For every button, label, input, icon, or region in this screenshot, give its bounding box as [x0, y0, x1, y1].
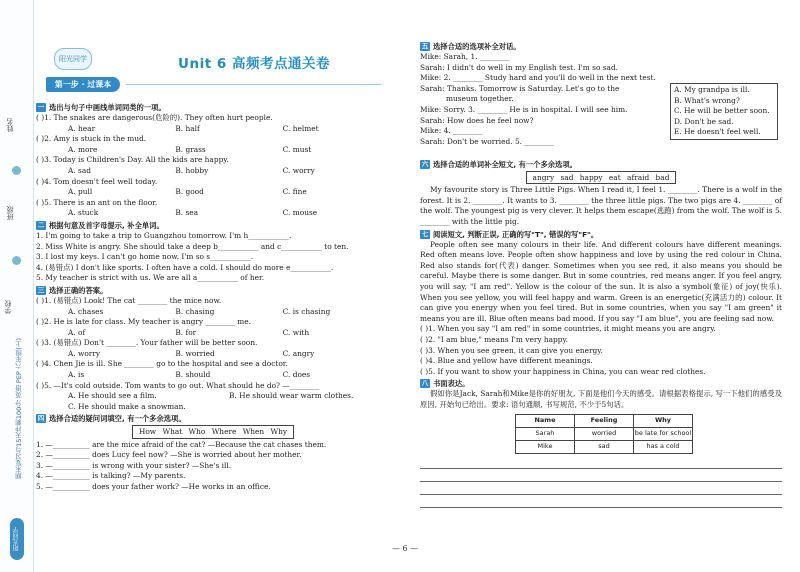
- step-banner: 第一步 · 过课本: [46, 77, 120, 92]
- question: ( )1. The snakes are dangerous(危险的). They often hurt people.: [36, 113, 273, 122]
- options: A. chases B. chasing C. is chasing: [68, 306, 331, 316]
- binding-sidebar: [0, 0, 34, 572]
- sec2-items: [36, 231, 390, 284]
- writing-prompt: 假如你是Jack, Sarah和Mike是你的好朋友, 下面是他们今天的感受。请根据表格提示, 写一下他们的感受及原因, 开始句已给出。要求: 语句通顺, 书写规范, 不少于5句话。: [420, 389, 782, 409]
- section-heading: 五 选择合适的选项补全对话。: [421, 41, 521, 51]
- writing-lines: [420, 456, 782, 508]
- divider: [126, 84, 381, 85]
- options: A. stuck B. sea C. mouse: [68, 208, 318, 218]
- options: A. is B. should C. does: [68, 370, 311, 380]
- question: ( )2. Amy is stuck in the mud.: [36, 134, 147, 144]
- page-number: — 6 —: [392, 544, 419, 553]
- sec4-items: [36, 440, 390, 493]
- question: ( )4. Chen Jie is ill. She ________ go to the hospital and see a doctor.: [36, 359, 288, 369]
- question: 1. I'm going to take a trip to Guangzhou tomorrow. I'm h___________.: [36, 230, 292, 240]
- dialogue-options-box: A. My grandpa is ill. B. What's wrong? C. He will be better soon. D. Don't be sad. E. He doesn't feel well.: [670, 83, 778, 140]
- question: ( )3. When you see green, it can give you energy.: [420, 345, 603, 355]
- question: 5. My teacher is strict with us. We are all a___________ of her.: [36, 273, 265, 283]
- question: ( )1. When you say "I am red" in some countries, it might means you are angry.: [420, 324, 716, 334]
- options: A. sad B. hobby C. worry: [68, 165, 315, 175]
- reading-passage: People often see many colours in their life. And different colours have different meanings. Red often means love. People often show happiness and love by using the red colour in China. Red also stands for(代表) danger. Sometimes when you see red, it also means you should be careful. Maybe there is some danger. But in some countries, red means anger. If you feel angry, you will say, "I am red". Yellow is the colour of the sun. It is also a symbol(象征) of joy(快乐). When you see yellow, you will feel happy and warm. Green is an energetic(充满活力的) colour. It can give you energy when you feel tired. But in some countries, when you say "I am green" it means you are ill. Blue often means bad mood. If you say "I am blue", you are feeling sad now.: [420, 239, 782, 323]
- question: ( )4. Tom doesn't feel well today.: [36, 176, 158, 186]
- question: ( )2. He is late for class. My teacher is angry ________ me.: [36, 317, 252, 327]
- question: 4. —__________ is talking? —My parents.: [36, 471, 186, 481]
- section-heading: 八 书面表达。: [421, 379, 470, 389]
- section-heading: 三 选择正确的答案。: [37, 285, 108, 295]
- options: A. pull B. good C. fine: [68, 187, 307, 197]
- brand-logo: 阳光同学: [54, 48, 92, 70]
- sec1-items: [36, 113, 390, 219]
- table-row: Sarah worried be late for school: [516, 427, 693, 440]
- page-title: Unit 6 高频考点通关卷: [178, 56, 330, 72]
- question: 2. Miss White is angry. She should take a deep b___________ and c___________ to ten.: [36, 241, 349, 251]
- question: 1. —__________ are the mice afraid of the cat? —Because the cat chases them.: [36, 439, 327, 449]
- section-heading: 四 选择合适的疑问词填空, 有一个多余选项。: [37, 414, 186, 424]
- school-label: 学校: [4, 300, 12, 314]
- question: 3. I lost my keys. I can't go home now. I'm so s___________.: [36, 252, 254, 262]
- options: A. hear B. half C. helmet: [68, 123, 319, 133]
- question: ( )5. —It's cold outside. Tom wants to go out. What should he do? —________: [36, 380, 320, 390]
- brand-badge: 阳光同学: [10, 518, 24, 560]
- section-heading: 一 选出与句子中画线单词同类的一项。: [37, 102, 166, 112]
- sec7-items: [420, 324, 782, 377]
- question: 2. —__________ does Lucy feel now? —She is worried about her mother.: [36, 450, 302, 460]
- question: ( )3. (易错点) Don't ________. Your father will be better soon.: [36, 338, 258, 348]
- series-title: 期末复习与15天冲刺100分 英语 PEP 六年级(上): [15, 338, 23, 480]
- dialogue: Mike: Sarah, 1. ________ Sarah: I didn't do well in my English test. I'm so sad. Mike: 2. ________ Study hard and you'll do well in the next test. Sarah: Thanks. Tomorrow is Saturday. Let's go to the museum together. Mike: Sorry. 3. ________ He is in hospital. I will see him. Sarah: How does he feel now? Mike: 4. ________ Sarah: Don't be worried. 5. ________ A. My grandpa is ill. B. What's wrong? C. He will be better soon. D. Don't be sad. E. He doesn't feel well.: [420, 52, 782, 158]
- question: ( )2. "I am blue," means I'm very happy.: [420, 334, 569, 344]
- word-box: How What Who Where When Why: [36, 425, 390, 438]
- question: ( )1. (易错点) Look! The cat ________ the mice now.: [36, 295, 222, 305]
- word-box: angry sad happy eat afraid bad: [420, 171, 782, 184]
- page-header: [36, 40, 390, 100]
- cloze-passage: My favourite story is Three Little Pigs. When I read it, I feel 1. ________. There is a wolf in the forest. It is 2. ________. It wants to 3. ________ the three little pigs. The two pigs are 4. ________ of the wolf. The youngest pig is very clever. It helps them escape(逃跑) from the wolf. The wolf is 5. ________ with the little pig.: [420, 185, 782, 227]
- section-heading: 二 根据句意及首字母提示, 补全单词。: [37, 220, 164, 230]
- question: 4. (易错点) I don't like sports. I often have a cold. I should do more e___________.: [36, 262, 334, 272]
- options: C. He should make a snowman.: [68, 401, 186, 411]
- options: A. more B. grass C. must: [68, 144, 312, 154]
- question: ( )5. If you want to show your happiness in China, you can wear red clothes.: [420, 366, 706, 376]
- options: A. worry B. worried C. angry: [68, 348, 315, 358]
- binding-dot: [12, 256, 21, 265]
- question: 3. —__________ is wrong with your sister? —She's ill.: [36, 460, 232, 470]
- question: ( )4. Blue and yellow have different meanings.: [420, 356, 593, 366]
- feelings-table: Name Feeling Why Sarah worried be late for school Mike sad has a cold: [515, 414, 693, 454]
- options: A. He should see a film. B. He should wear warm clothes.: [68, 391, 354, 401]
- class-label: 班级: [6, 206, 14, 220]
- question: ( )5. There is an ant on the floor.: [36, 197, 158, 207]
- section-heading: 六 选择合适的单词补全短文, 有一个多余选项。: [421, 159, 577, 169]
- right-column: [420, 40, 782, 508]
- table-row: Mike sad has a cold: [516, 440, 693, 453]
- question: 5. —__________ does your father work? —He works in an office.: [36, 482, 271, 492]
- sec3-items: [36, 296, 390, 413]
- left-column: [36, 101, 390, 493]
- question: ( )3. Today is Children's Day. All the kids are happy.: [36, 155, 229, 165]
- binding-dot: [12, 166, 21, 175]
- options: A. of B. for C. with: [68, 327, 310, 337]
- section-heading: 七 阅读短文, 判断正误, 正确的写"T", 错误的写"F"。: [421, 229, 599, 239]
- name-label: 姓名: [6, 118, 14, 132]
